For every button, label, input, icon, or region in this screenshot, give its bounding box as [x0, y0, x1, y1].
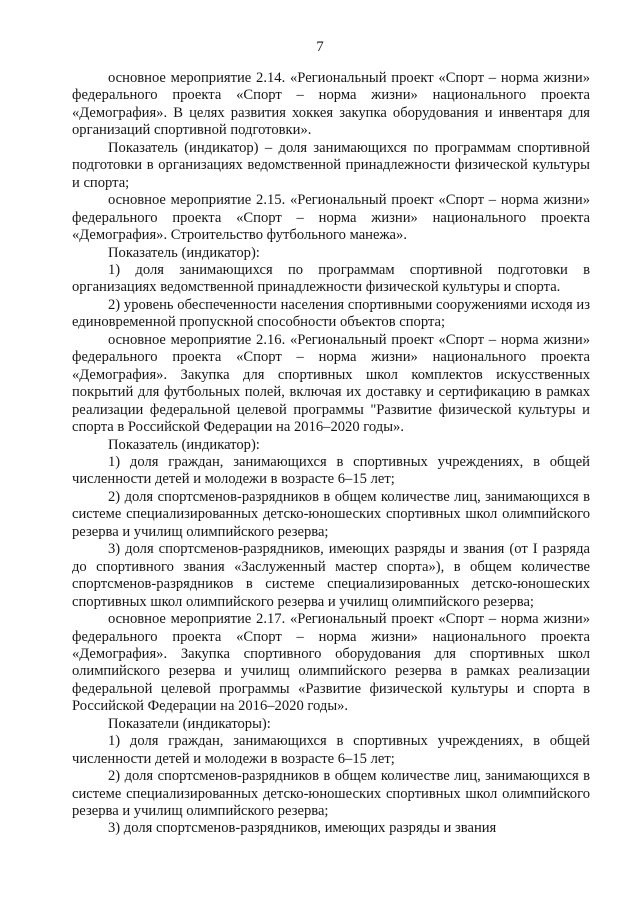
- paragraph: 1) доля граждан, занимающихся в спортивных учреждениях, в общей численности детей и молодежи в возрасте 6–15 лет;: [72, 733, 590, 767]
- paragraph: основное мероприятие 2.16. «Региональный проект «Спорт – норма жизни» федерального проекта «Спорт – норма жизни» национального проекта «Демография». Закупка для спортивных школ комплектов искусственных покрытий для футбольных полей, включая их доставку и сертификацию в рамках реализации федеральной целевой программы "Развитие физической культуры и спорта в Российской Федерации на 2016–2020 годы».: [72, 331, 590, 436]
- paragraph: Показатель (индикатор):: [108, 436, 260, 453]
- paragraph: 2) доля спортсменов-разрядников в общем количестве лиц, занимающихся в системе специализированных детско-юношеских спортивных школ олимпийского резерва и училищ олимпийского резерва;: [72, 768, 590, 820]
- paragraph: основное мероприятие 2.17. «Региональный проект «Спорт – норма жизни» федерального проекта «Спорт – норма жизни» национального проекта «Демография». Закупка спортивного оборудования для спортивных школ олимпийского резерва и училищ олимпийского резерва в рамках реализации федеральной целевой программы «Развитие физической культуры и спорта в Российской Федерации на 2016–2020 годы».: [72, 611, 590, 715]
- paragraph: Показатели (индикаторы):: [108, 715, 271, 732]
- paragraph: 2) уровень обеспеченности населения спортивными сооружениями исходя из единовременной пропускной способности объектов спорта;: [72, 296, 590, 331]
- paragraph: 2) доля спортсменов-разрядников в общем количестве лиц, занимающихся в системе специализированных детско-юношеских спортивных школ олимпийского резерва и училищ олимпийского резерва;: [72, 488, 590, 540]
- paragraph: Показатель (индикатор):: [108, 244, 260, 261]
- paragraph: 1) доля занимающихся по программам спортивной подготовки в организациях ведомственной принадлежности физической культуры и спорта.: [72, 261, 590, 296]
- paragraph: основное мероприятие 2.14. «Региональный проект «Спорт – норма жизни» федерального проекта «Спорт – норма жизни» национального проекта «Демография». В целях развития хоккея закупка оборудования и инвентаря для организаций спортивной подготовки».: [72, 70, 590, 139]
- paragraph: 3) доля спортсменов-разрядников, имеющих разряды и звания: [108, 820, 497, 837]
- paragraph: 3) доля спортсменов-разрядников, имеющих разряды и звания (от I разряда до спортивного звания «Заслуженный мастер спорта»), в общем количестве спортсменов-разрядников в системе специализированных детско-юношеских спортивных школ олимпийского резерва и училищ олимпийского резерва;: [72, 541, 590, 610]
- page-number: 7: [316, 39, 324, 55]
- paragraph: 1) доля граждан, занимающихся в спортивных учреждениях, в общей численности детей и молодежи в возрасте 6–15 лет;: [72, 453, 590, 488]
- paragraph: Показатель (индикатор) – доля занимающихся по программам спортивной подготовки в организациях ведомственной принадлежности физической культуры и спорта;: [72, 139, 590, 191]
- paragraph: основное мероприятие 2.15. «Региональный проект «Спорт – норма жизни» федерального проекта «Спорт – норма жизни» национального проекта «Демография». Строительство футбольного манежа».: [72, 192, 590, 244]
- document-body: [72, 70, 590, 838]
